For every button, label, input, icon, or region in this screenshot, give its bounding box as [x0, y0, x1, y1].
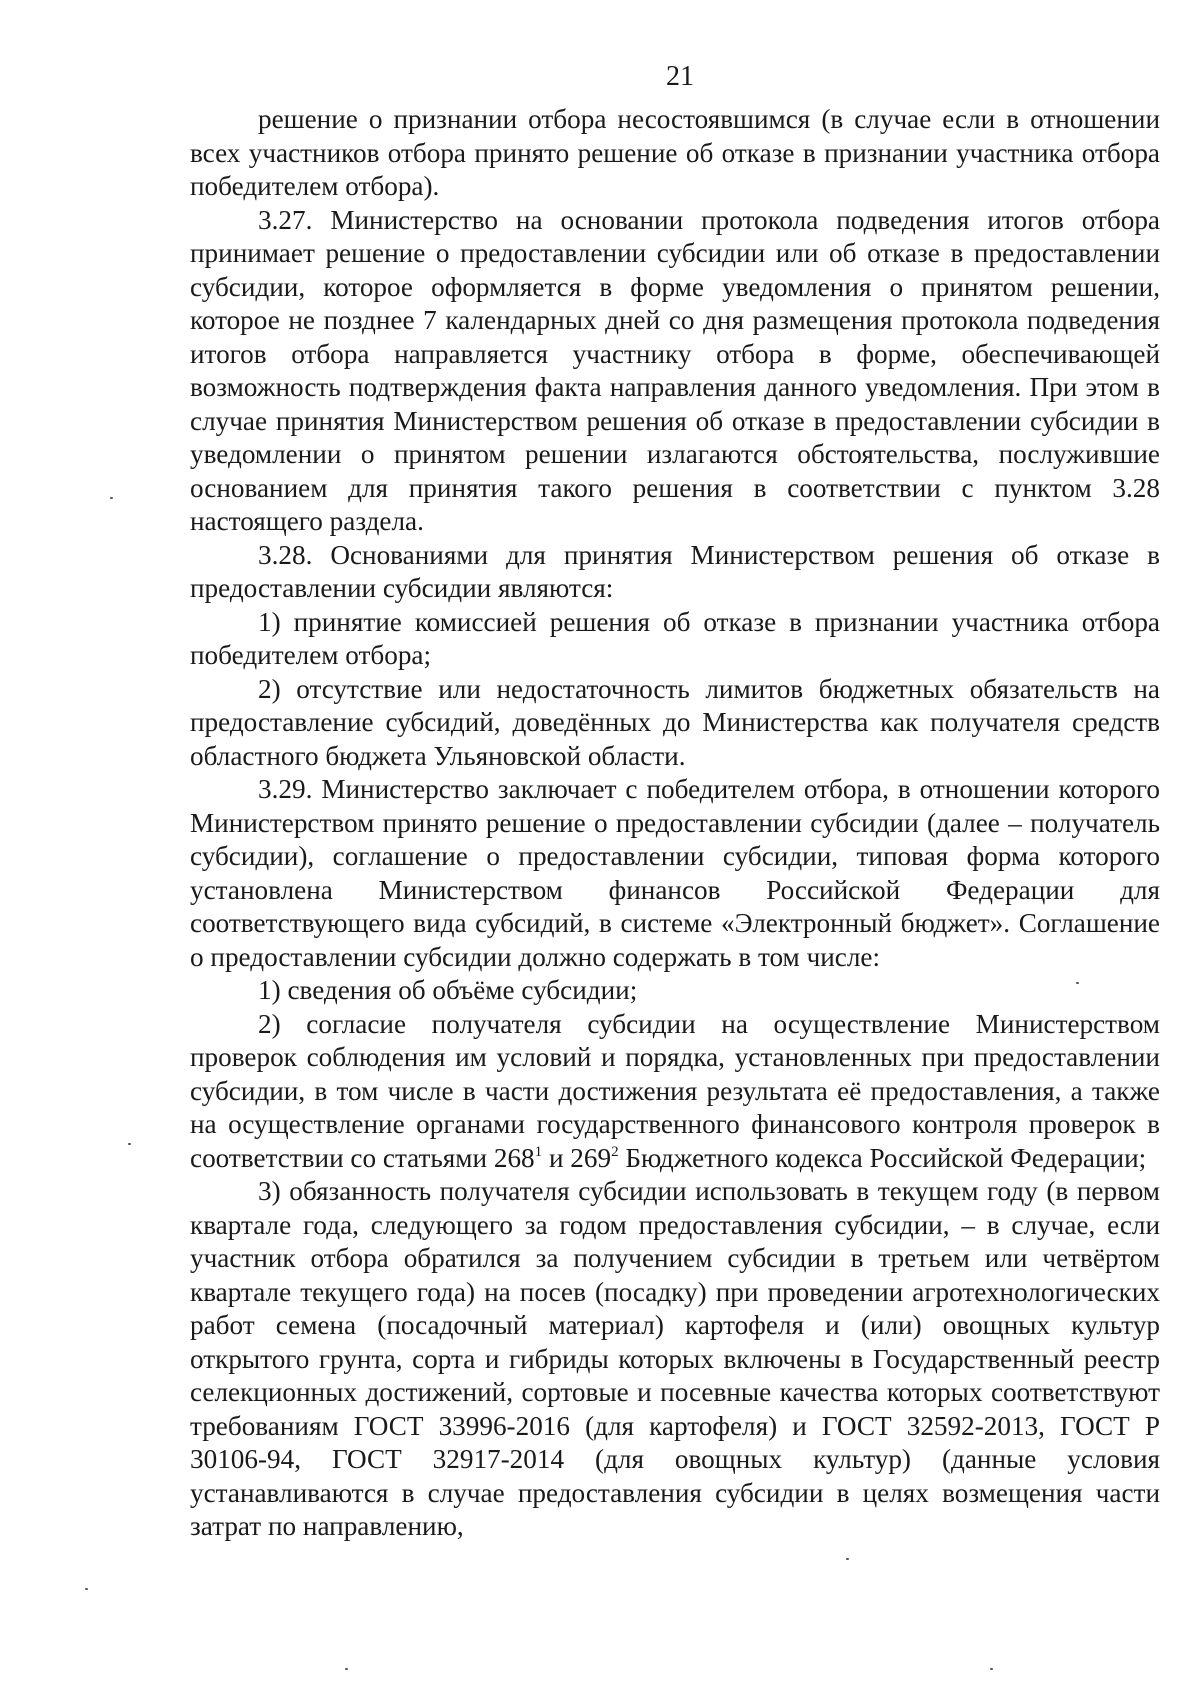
- scan-speck: [110, 497, 113, 499]
- item-2-text-part2: и 269: [542, 1142, 612, 1173]
- scan-speck: [846, 1558, 849, 1560]
- superscript-1: 1: [534, 1143, 543, 1160]
- superscript-2: 2: [611, 1143, 619, 1160]
- paragraph-3-29-item-2: [190, 1008, 1160, 1176]
- paragraph-3-28-item-1: 1) принятие комиссией решения об отказе в признании участника отбора победителем отбора;: [190, 606, 1160, 670]
- page-number: 21: [666, 61, 694, 92]
- paragraph-3-29-item-1: 1) сведения об объёме субсидии;: [258, 975, 638, 1005]
- paragraph-3-29-item-3: 3) обязанность получателя субсидии использовать в текущем году (в первом квартале года, следующего за годом предоставления субсидии, – в случае, если участник отбора обратился за получением субсидии в третьем или четвёртом квартале текущего года) на посев (посадку) при проведении агротехнологических работ семена (посадочный материал) картофеля и (или) овощных культур открытого грунта, сорта и гибриды которых включены в Государственный реестр селекционных достижений, сортовые и посевные качества которых соответствуют требованиям ГОСТ 33996-2016 (для картофеля) и ГОСТ 32592-2013, ГОСТ Р 30106-94, ГОСТ 32917-2014 (для овощных культур) (данные условия устанавливаются в случае предоставления субсидии в целях возмещения части затрат по направлению,: [190, 1176, 1160, 1541]
- paragraph-3-28: 3.28. Основаниями для принятия Министерством решения об отказе в предоставлении субсидии являются:: [190, 539, 1160, 603]
- scan-speck: [128, 1143, 131, 1145]
- document-body: [190, 103, 1160, 1544]
- paragraph-3-27: 3.27. Министерство на основании протокола подведения итогов отбора принимает решение о предоставлении субсидии или об отказе в предоставлении субсидии, которое оформляется в форме уведомления о принятом решении, которое не позднее 7 календарных дней со дня размещения протокола подведения итогов отбора направляется участнику отбора в форме, обеспечивающей возможность подтверждения факта направления данного уведомления. При этом в случае принятия Министерством решения об отказе в предоставлении субсидии в уведомлении о принятом решении излагаются обстоятельства, послужившие основанием для принятия такого решения в соответствии с пунктом 3.28 настоящего раздела.: [190, 204, 1160, 536]
- scan-speck: [1076, 982, 1079, 984]
- scan-speck: [990, 1668, 993, 1670]
- paragraph-3-28-item-2: 2) отсутствие или недостаточность лимитов бюджетных обязательств на предоставление субсидий, доведённых до Министерства как получателя средств областного бюджета Ульяновской области.: [190, 673, 1160, 771]
- paragraph-3-29: 3.29. Министерство заключает с победителем отбора, в отношении которого Министерством принято решение о предоставлении субсидии (далее – получатель субсидии), соглашение о предоставлении субсидии, типовая форма которого установлена Министерством финансов Российской Федерации для соответствующего вида субсидий, в системе «Электронный бюджет». Соглашение о предоставлении субсидии должно содержать в том числе:: [190, 774, 1160, 972]
- item-2-text-part3: Бюджетного кодекса Российской Федерации;: [618, 1142, 1147, 1173]
- scan-speck: [85, 1588, 88, 1590]
- item-2-text-part1: 2) согласие получателя субсидии на осуществление Министерством проверок соблюдения им условий и порядка, установленных при предоставлении субсидии, в том числе в части достижения результата её предоставления, а также на осуществление органами государственного финансового контроля проверок в соответствии со статьями 268: [190, 1008, 1160, 1173]
- scan-speck: [345, 1668, 348, 1670]
- paragraph-continuation: решение о признании отбора несостоявшимся (в случае если в отношении всех участников отбора принято решение об отказе в признании участника отбора победителем отбора).: [190, 104, 1160, 201]
